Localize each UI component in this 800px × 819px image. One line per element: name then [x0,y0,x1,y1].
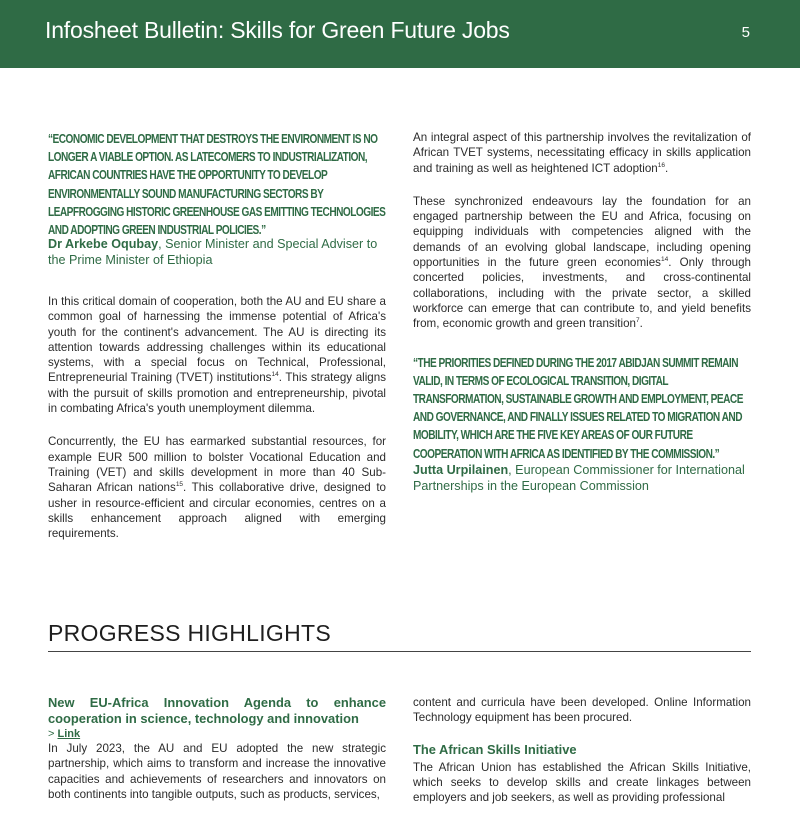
footnote-ref: 16 [657,161,665,169]
footnote-ref: 7 [635,317,640,325]
left-column [48,130,386,555]
right-column [413,130,751,494]
paragraph: Concurrently, the EU has earmarked substantial resources, for example EUR 500 million to bolster Vocational Education and Training (VET) and skills development in more than 40 Sub-Saharan African nations$^{15}$. This collaborative drive, designed to usher in resource-efficient and circular economies, centres on a skills enhancement approach aligned with emerging requirements. [48,435,386,541]
quote-author-name-2: Jutta Urpilainen [413,462,509,477]
article-title: The African Skills Initiative [413,741,577,757]
quote-block-1 [48,130,386,236]
page-number: 5 [741,24,750,41]
section-title: PROGRESS HIGHLIGHTS [48,620,332,646]
article-link[interactable]: Link [57,728,81,740]
footnote-ref: 15 [175,481,184,489]
quote-author-role-1: , Senior Minister and Special Adviser to the Prime Minister of Ethiopia [48,237,378,267]
paragraph: These synchronized endeavours lay the foundation for an engaged partnership between the EU and Africa, focusing on equipping individuals with competencies aligned with the demands of an evolving global landscape, including opening opportunities in the future green economies$^{14}$. Only through concerted policies, investments, and cross-continental collaborations, including with the private sector, a skilled workforce can emerge that can contribute to, and yield benefits from, economic growth and green transition$^7$. [413,194,752,331]
progress-left-column [48,695,386,816]
quote-author-role-2: , European Commissioner for International Partnerships in the European Commission [413,462,745,493]
quote-block-2 [413,354,751,462]
article-title: New EU-Africa Innovation Agenda to enhance cooperation in science, technology and innovation [48,695,386,726]
article-body: The African Union has established the African Skills Initiative, which seeks to develop skills and create linkages between employers and job seekers, as well as providing professional [413,760,751,805]
header-banner [0,0,800,68]
quote-attribution-1 [48,236,386,268]
section-divider [48,651,751,652]
paragraph: In this critical domain of cooperation, both the AU and EU share a common goal of harnessing the immense potential of Africa's youth for the continent's advancement. The AU is directing its attention towards addressing challenges within its educational systems, with a special focus on Technical, Professional, Entrepreneurial Training (TVET) institutions$^{14}$. This strategy aligns with the pursuit of skills promotion and entrepreneurship, pivotal in combating Africa's youth unemployment dilemma. [48,295,386,416]
quote-text-1: “ECONOMIC DEVELOPMENT THAT DESTROYS THE ENVIRONMENT IS NO LONGER A VIABLE OPTION. AS LATECOMERS TO INDUSTRIALIZATION, AFRICAN COUNTRIES HAVE THE OPPORTUNITY TO DEVELOP ENVIRONMENTALLY SOUND MANUFACTURING SECTORS BY LEAPFROGGING HISTORIC GREENHOUSE GAS EMITTING TECHNOLOGIES AND ADOPTING GREEN INDUSTRIAL POLICIES.” [48,131,386,238]
paragraph: An integral aspect of this partnership involves the revitalization of African TVET systems, necessitating efficacy in skills application and training as well as heightened ICT adoption$^{16}$. [413,131,751,175]
article-body-continued: content and curricula have been developed. Online Information Technology equipment has been procured. [413,696,751,725]
progress-right-column [413,695,751,819]
bulletin-title: Infosheet Bulletin: Skills for Green Future Jobs [45,17,510,43]
footnote-ref: 14 [660,256,669,264]
article-body: In July 2023, the AU and EU adopted the new strategic partnership, which aims to transform and increase the innovative capacities and achievements of researchers and innovators on both continents into tangible outputs, such as products, services, [48,742,386,801]
quote-author-name-1: Dr Arkebe Oqubay [48,237,159,251]
article-link-row [48,727,386,741]
footnote-ref: 14 [271,371,279,379]
quote-attribution-2 [413,462,751,494]
link-prefix: > [48,728,58,740]
quote-text-2: “THE PRIORITIES DEFINED DURING THE 2017 ABIDJAN SUMMIT REMAIN VALID, IN TERMS OF ECOLOGICAL TRANSITION, DIGITAL TRANSFORMATION, SUSTAINABLE GROWTH AND EMPLOYMENT, PEACE AND GOVERNANCE, AND FINALLY ISSUES RELATED TO MIGRATION AND MOBILITY, WHICH ARE THE FIVE KEY AREAS OF OUR FUTURE COOPERATION WITH AFRICA AS IDENTIFIED BY THE COMMISSION.” [413,354,743,461]
